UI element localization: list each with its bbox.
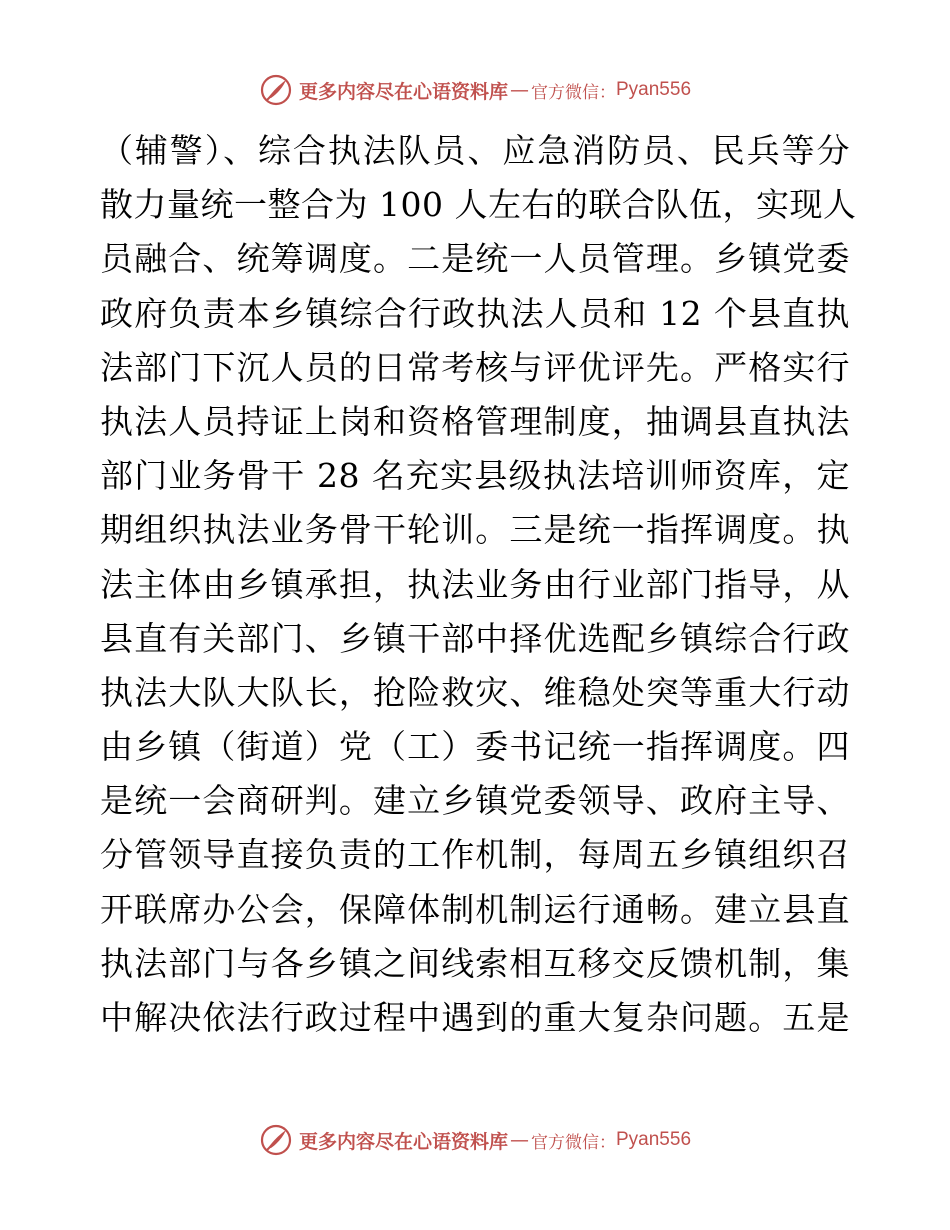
body-line: 散力量统一整合为 100 人左右的联合队伍，实现人 (100, 185, 857, 225)
body-line: 政府负责本乡镇综合行政执法人员和 12 个县直执 (100, 293, 850, 333)
watermark-text: 更多内容尽在心语资料库 (298, 80, 508, 103)
body-line: 中解决依法行政过程中遇到的重大复杂问题。五是 (100, 998, 850, 1037)
header-watermark (0, 70, 950, 110)
body-line: 执法人员持证上岗和资格管理制度，抽调县直执法 (100, 401, 850, 441)
watermark-wechat-label: 官方微信： (531, 1132, 616, 1153)
quill-pen-logo-icon (259, 1123, 293, 1157)
body-line: 员融合、统筹调度。二是统一人员管理。乡镇党委 (100, 239, 850, 279)
body-line: （辅警）、综合执法队员、应急消防员、民兵等分 (100, 131, 850, 170)
body-line: 分管领导直接负责的工作机制，每周五乡镇组织召 (100, 835, 850, 875)
body-line: 法主体由乡镇承担，执法业务由行业部门指导，从 (100, 564, 850, 604)
watermark-separator: — (510, 1129, 529, 1151)
watermark-separator: — (510, 79, 529, 101)
body-line: 由乡镇（街道）党（工）委书记统一指挥调度。四 (100, 727, 850, 767)
body-line: 执法大队大队长，抢险救灾、维稳处突等重大行动 (100, 672, 850, 712)
watermark-wechat-id: Pyan556 (616, 79, 692, 100)
watermark-text: 更多内容尽在心语资料库 (298, 1130, 508, 1153)
body-line: 是统一会商研判。建立乡镇党委领导、政府主导、 (100, 781, 850, 821)
watermark-wechat-id: Pyan556 (616, 1129, 692, 1150)
body-line: 部门业务骨干 28 名充实县级执法培训师资库，定 (100, 456, 850, 496)
footer-watermark (0, 1120, 950, 1160)
body-line: 开联席办公会，保障体制机制运行通畅。建立县直 (100, 889, 850, 929)
document-body (100, 124, 857, 1045)
quill-pen-logo-icon (259, 73, 293, 107)
body-line: 县直有关部门、乡镇干部中择优选配乡镇综合行政 (100, 618, 850, 658)
watermark-wechat-label: 官方微信： (531, 82, 616, 103)
body-line: 期组织执法业务骨干轮训。三是统一指挥调度。执 (100, 510, 850, 550)
body-line: 执法部门与各乡镇之间线索相互移交反馈机制，集 (100, 943, 850, 983)
body-line: 法部门下沉人员的日常考核与评优评先。严格实行 (100, 347, 850, 387)
